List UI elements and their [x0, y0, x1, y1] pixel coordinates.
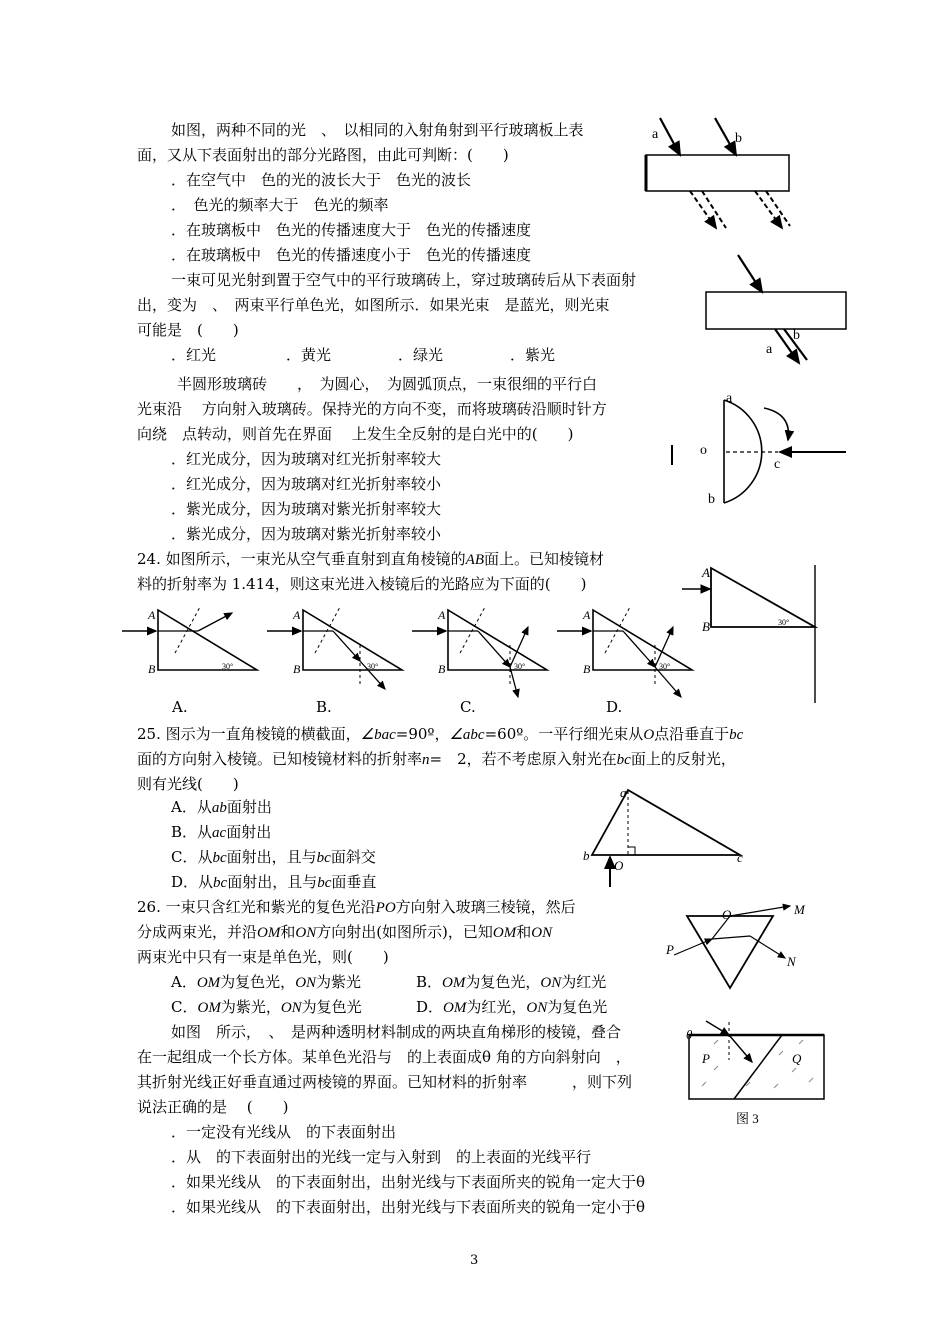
q25-stem-line-1: 25. 图示为一直角棱镜的横截面，∠bac=90º，∠abc=60º。一平行细光束从O点沿垂直于bc	[137, 725, 744, 743]
q21-option: ．在空气中 色的光的波长大于 色光的波长	[171, 171, 472, 189]
q25-option-c[interactable]: C．从bc面射出，且与bc面斜交	[171, 848, 376, 866]
q22-fig-label-b: b	[793, 328, 800, 343]
q24-choice-d-figure	[555, 605, 695, 687]
q23-stem-line-3: 向绕 点转动，则首先在界面 上发生全反射的是白光中的( )	[137, 425, 574, 443]
q24-choice-b[interactable]: B.	[316, 698, 332, 716]
q26-fig-label-m: M	[794, 902, 805, 917]
q23-fig-label-o: o	[700, 443, 707, 458]
q24-choice-a[interactable]: A.	[172, 698, 188, 716]
q27-fig-label-p: P	[702, 1051, 710, 1066]
q25-option-d[interactable]: D．从bc面射出，且与bc面垂直	[171, 873, 377, 891]
q27-option: ．如果光线从 的下表面射出，出射光线与下表面所夹的锐角一定小于θ	[171, 1198, 646, 1216]
q24-d-angle: 30°	[659, 662, 671, 671]
q26-stem-line-1: 26. 一束只含红光和紫光的复色光沿PO方向射入玻璃三棱镜，然后	[137, 898, 576, 916]
q24-choice-d[interactable]: D.	[606, 698, 623, 716]
q21-fig-label-a: a	[652, 127, 659, 142]
q26-option-d[interactable]: D．OM为红光，ON为复色光	[416, 998, 608, 1016]
q24-choice-c-figure	[410, 605, 550, 687]
q22-option: ．绿光	[398, 346, 444, 364]
q27-stem-line-2: 在一起组成一个长方体。某单色光沿与 的上表面成θ 角的方向斜射向 ，	[137, 1048, 631, 1066]
q25-fig-label-c: c	[737, 850, 743, 865]
q25-fig-label-b: b	[583, 848, 590, 863]
q24-choice-c[interactable]: C.	[460, 698, 476, 716]
q23-stem-line-2: 光束沿 方向射入玻璃砖。保持光的方向不变，而将玻璃砖沿顺时针方	[137, 400, 607, 418]
q21-stem-line-1: 如图，两种不同的光 、 以相同的入射角射到平行玻璃板上表	[171, 121, 584, 139]
q23-stem-line-1: 半圆形玻璃砖 ， 为圆心， 为圆弧顶点，一束很细的平行白	[177, 375, 598, 393]
q23-fig-label-b: b	[708, 492, 715, 507]
q23-option: ．紫光成分，因为玻璃对紫光折射率较大	[171, 500, 442, 518]
q23-figure	[668, 390, 848, 510]
q27-fig-label-q: Q	[792, 1051, 802, 1066]
q27-stem-line-3: 其折射光线正好垂直通过两棱镜的界面。已知材料的折射率 ，则下列	[137, 1073, 633, 1091]
q23-option: ．红光成分，因为玻璃对红光折射率较大	[171, 450, 442, 468]
q26-figure	[660, 900, 820, 995]
q25-stem-line-2: 面的方向射入棱镜。已知棱镜材料的折射率n= 2，若不考虑原入射光在bc面上的反射光，	[137, 750, 736, 768]
q22-option: ．紫光	[510, 346, 556, 364]
q24-choice-b-figure	[265, 605, 405, 687]
q22-stem-line-1: 一束可见光射到置于空气中的平行玻璃砖上，穿过玻璃砖后从下表面射	[171, 271, 637, 289]
q21-option: ． 色光的频率大于 色光的频率	[171, 196, 389, 214]
q24-choice-a-figure	[120, 605, 260, 687]
q24-stem-line-2: 料的折射率为 1.414，则这束光进入棱镜后的光路应为下面的( )	[137, 575, 587, 593]
q24-number: 24.	[137, 550, 161, 568]
q24-stem-line-1: 24. 如图所示，一束光从空气垂直射到直角棱镜的AB面上。已知棱镜材	[137, 550, 604, 568]
q24-b-label-b: B	[293, 662, 301, 676]
q22-option: ．黄光	[286, 346, 332, 364]
q24-a-label-b: B	[148, 662, 156, 676]
q21-figure	[640, 110, 810, 235]
q24-c-label-b: B	[438, 662, 446, 676]
q24-d-label-a: A	[583, 608, 591, 622]
q26-fig-label-n: N	[787, 954, 796, 969]
q24-main-label-b: B	[702, 619, 710, 634]
q23-fig-label-c: c	[774, 457, 781, 472]
q24-d-label-b: B	[583, 662, 591, 676]
q24-a-label-a: A	[148, 608, 156, 622]
q22-stem-line-2: 出，变为 、 两束平行单色光，如图所示．如果光束 是蓝光，则光束	[137, 296, 610, 314]
q25-number: 25.	[137, 725, 161, 743]
q26-option-c[interactable]: C．OM为紫光，ON为复色光	[171, 998, 362, 1016]
q25-option-b[interactable]: B．从ac面射出	[171, 823, 272, 841]
q27-stem-line-1: 如图 所示， 、 是两种透明材料制成的两块直角梯形的棱镜，叠合	[171, 1023, 622, 1041]
q21-stem-line-2: 面，又从下表面射出的部分光路图，由此可判断：( )	[137, 146, 509, 164]
q24-main-figure	[680, 565, 830, 705]
q27-fig-caption: 图 3	[736, 1111, 759, 1126]
q22-fig-label-a: a	[766, 342, 773, 357]
page-number: 3	[470, 1253, 479, 1268]
q26-stem-line-2: 分成两束光，并沿OM和ON方向射出(如图所示)，已知OM和ON	[137, 923, 553, 941]
q25-figure	[580, 785, 760, 890]
q21-option: ．在玻璃板中 色光的传播速度小于 色光的传播速度	[171, 246, 532, 264]
q22-figure	[700, 250, 850, 360]
q22-option: ．红光	[171, 346, 217, 364]
q27-stem-line-4: 说法正确的是 ( )	[137, 1098, 289, 1116]
q25-option-a[interactable]: A．从ab面射出	[171, 798, 272, 816]
q24-main-angle: 30°	[778, 618, 790, 627]
q23-option: ．红光成分，因为玻璃对红光折射率较小	[171, 475, 442, 493]
q24-b-angle: 30°	[367, 662, 379, 671]
q26-number: 26.	[137, 898, 161, 916]
q25-fig-label-a: a	[620, 785, 627, 800]
q21-option: ．在玻璃板中 色光的传播速度大于 色光的传播速度	[171, 221, 532, 239]
q23-fig-label-a: a	[726, 391, 733, 406]
q24-b-label-a: A	[293, 608, 301, 622]
q27-option: ．如果光线从 的下表面射出，出射光线与下表面所夹的锐角一定大于θ	[171, 1173, 646, 1191]
q27-option: ．一定没有光线从 的下表面射出	[171, 1123, 397, 1141]
q24-c-label-a: A	[438, 608, 446, 622]
q24-main-label-a: A	[702, 565, 710, 580]
q25-fig-label-o: O	[614, 858, 624, 873]
q25-stem-line-3: 则有光线( )	[137, 775, 239, 793]
q27-figure	[684, 1020, 829, 1135]
q21-fig-label-b: b	[735, 131, 742, 146]
q26-option-b[interactable]: B．OM为复色光，ON为红光	[416, 973, 607, 991]
q26-fig-label-p: P	[666, 942, 674, 957]
q26-stem-line-3: 两束光中只有一束是单色光，则( )	[137, 948, 389, 966]
q22-stem-line-3: 可能是 ( )	[137, 321, 239, 339]
q27-option: ．从 的下表面射出的光线一定与入射到 的上表面的光线平行	[171, 1148, 592, 1166]
q26-option-a[interactable]: A．OM为复色光，ON为紫光	[171, 973, 362, 991]
q27-fig-theta: θ	[686, 1027, 693, 1042]
q23-option: ．紫光成分，因为玻璃对紫光折射率较小	[171, 525, 442, 543]
q24-a-angle: 30°	[222, 662, 234, 671]
q24-c-angle: 30°	[514, 662, 526, 671]
q26-fig-label-o: O	[722, 907, 732, 922]
